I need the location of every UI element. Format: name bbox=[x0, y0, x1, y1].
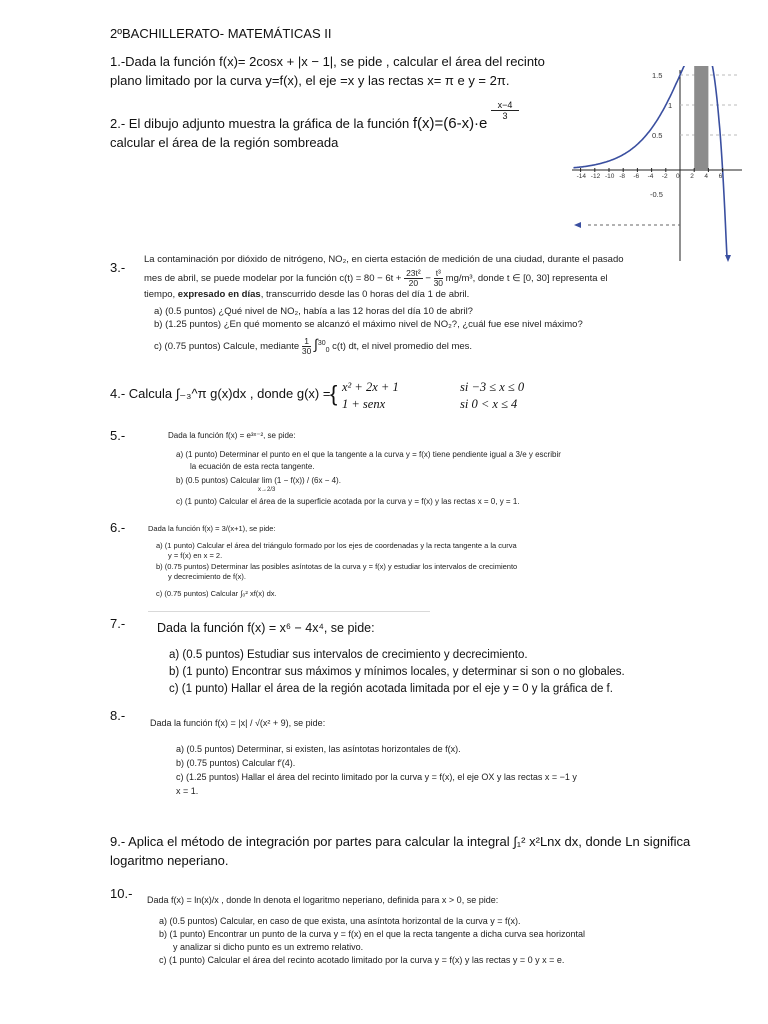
q10-number: 10.- bbox=[110, 886, 133, 901]
q10-b1: b) (1 punto) Encontrar un punto de la curva y = f(x) en el que la recta tangente a dicha curva sea horizontal bbox=[159, 929, 586, 939]
q4-case1: x² + 2x + 1 bbox=[342, 380, 399, 394]
q2-line2: calcular el área de la región sombreada bbox=[110, 135, 339, 150]
q3-c1: c) (0.75 puntos) Calcule, mediante bbox=[154, 341, 300, 353]
q3-number: 3.- bbox=[110, 260, 126, 275]
q6-c: c) (0.75 puntos) Calcular ∫₀² xf(x) dx. bbox=[156, 588, 277, 598]
q10-b2: y analizar si dicho punto es un extremo relativo. bbox=[173, 942, 364, 952]
q5-intro: Dada la función f(x) = e³ˣ⁻², se pide: bbox=[168, 431, 296, 440]
y-tick-label: 0.5 bbox=[652, 131, 663, 140]
q3-intro2a: mes de abril, se puede modelar por la función c(t) = 80 − 6t + bbox=[144, 273, 402, 285]
x-tick-label: -8 bbox=[619, 173, 625, 180]
frac-den: 20 bbox=[408, 278, 419, 288]
q2-exp-num: x−4 bbox=[491, 100, 519, 111]
q4-case2: 1 + senx bbox=[342, 397, 386, 411]
q6-b2: y decrecimiento de f(x). bbox=[168, 572, 246, 581]
q9-line2: logaritmo neperiano. bbox=[110, 853, 229, 868]
q5-b: b) (0.5 puntos) Calcular lim (1 − f(x)) / (6x − 4). bbox=[176, 476, 341, 485]
q9-line1: 9.- Aplica el método de integración por partes para calcular la integral ∫₁² x²Lnx dx, donde Ln significa bbox=[110, 834, 691, 849]
q2-exponent bbox=[491, 100, 519, 121]
q7-b: b) (1 punto) Encontrar sus máximos y mínimos locales, y determinar si son o no globales. bbox=[169, 666, 625, 678]
q10-block bbox=[147, 894, 687, 967]
x-tick-label: 6 bbox=[718, 173, 723, 180]
q3-intro1: La contaminación por dióxido de nitrógeno, NO₂, en cierta estación de medición de una ciudad, durante el pasado bbox=[144, 254, 624, 265]
q7-number: 7.- bbox=[110, 616, 126, 631]
y-tick-label: 1.5 bbox=[652, 71, 663, 80]
q2-function: f(x)=(6-x)·e bbox=[412, 115, 488, 132]
brace-icon: { bbox=[330, 381, 338, 406]
q4-cond1: si −3 ≤ x ≤ 0 bbox=[460, 380, 525, 394]
y-tick-label: 1 bbox=[668, 101, 673, 110]
q8-a: a) (0.5 puntos) Determinar, si existen, las asíntotas horizontales de f(x). bbox=[176, 744, 461, 754]
shaded-region bbox=[694, 66, 708, 170]
q3-intro2: mes de abril, se puede modelar por la función c(t) = 80 − 6t + $\frac{\text{23t²}}{20}$ − $\frac{\text{t³}}{30}$ mg/m³, donde t ∈ [0, 30] representa el bbox=[144, 268, 608, 288]
q7-intro: Dada la función f(x) = x⁶ − 4x⁴, se pide: bbox=[157, 621, 375, 635]
q8-c2: x = 1. bbox=[176, 786, 199, 796]
divider bbox=[148, 611, 430, 612]
q5-number: 5.- bbox=[110, 428, 126, 443]
q6-block bbox=[148, 524, 578, 599]
q1-line2: plano limitado por la curva y=f(x), el eje =x y las rectas x= π e y = 2π. bbox=[110, 73, 510, 88]
x-tick-label: -6 bbox=[633, 173, 640, 180]
frac-num: 23t² bbox=[406, 268, 421, 278]
x-tick-label: 4 bbox=[704, 173, 709, 180]
q8-c1: c) (1.25 puntos) Hallar el área del recinto limitado por la curva y = f(x), el eje OX y las rectas x = −1 y bbox=[176, 772, 577, 782]
q7-block bbox=[157, 620, 717, 698]
q7-c: c) (1 punto) Hallar el área de la región acotada limitada por el eje y = 0 y la gráfica de f. bbox=[169, 683, 613, 695]
frac-den: 30 bbox=[433, 278, 444, 288]
q3-block bbox=[144, 253, 664, 357]
x-tick-label: -4 bbox=[647, 173, 654, 180]
q3-b: b) (1.25 puntos) ¿En qué momento se alcanzó el máximo nivel de NO₂?, ¿cuál fue ese nivel máximo? bbox=[154, 319, 583, 330]
x-tick-label: -2 bbox=[661, 173, 668, 180]
q5-a1: a) (1 punto) Determinar el punto en el que la tangente a la curva y = f(x) tiene pendiente igual a 3/e y escribir bbox=[176, 450, 561, 459]
q3-intro3 bbox=[144, 288, 664, 301]
q2-text: 2.- El dibujo adjunto muestra la gráfica de la función bbox=[110, 116, 410, 131]
q5-block bbox=[168, 430, 608, 508]
q6-b1: b) (0.75 puntos) Determinar las posibles asíntotas de la curva y = f(x) y estudiar los intervalos de crecimiento bbox=[156, 561, 518, 571]
q3-intro3a: tiempo, bbox=[144, 289, 176, 300]
q10-c: c) (1 punto) Calcular el área del recinto acotado limitado por la curva y = f(x) y las rectas y = 0 y x = e. bbox=[159, 955, 565, 965]
q6-a1: a) (1 punto) Calcular el área del triángulo formado por los ejes de coordenadas y la recta tangente a la curva bbox=[156, 540, 517, 550]
q6-a2: y = f(x) en x = 2. bbox=[168, 551, 223, 560]
q3-a: a) (0.5 puntos) ¿Qué nivel de NO₂, había a las 12 horas del día 10 de abril? bbox=[154, 306, 473, 317]
q2-exp-den: 3 bbox=[502, 111, 508, 121]
q5-c: c) (1 punto) Calcular el área de la superficie acotada por la curva y = f(x) y las rectas x = 0, y = 1. bbox=[176, 497, 520, 506]
q4-text: 4.- Calcula ∫₋₃^π g(x)dx , donde g(x) = bbox=[110, 386, 331, 401]
q10-a: a) (0.5 puntos) Calcular, en caso de que exista, una asíntota horizontal de la curva y = f(x). bbox=[159, 916, 521, 926]
q8-b: b) (0.75 puntos) Calcular f′(4). bbox=[176, 758, 296, 768]
arrow-left-icon bbox=[574, 222, 581, 228]
q4-cond2: si 0 < x ≤ 4 bbox=[460, 397, 518, 411]
x-tick-label: 2 bbox=[690, 173, 694, 180]
q2-graph bbox=[568, 66, 746, 266]
q8-block bbox=[150, 716, 690, 798]
y-tick-label: -0.5 bbox=[650, 190, 663, 199]
q3-c: c) (0.75 puntos) Calcule, mediante $\frac{1}{30}$ ∫$^{30}_0$ c(t) dt, el nivel promedio del mes. bbox=[154, 336, 473, 356]
q1-line1: 1.-Dada la función f(x)= 2cosx + |x − 1|, se pide , calcular el área del recinto bbox=[110, 54, 545, 69]
q3-intro3c: , transcurrido desde las 0 horas del día 1 de abril. bbox=[260, 289, 470, 300]
q7-a: a) (0.5 puntos) Estudiar sus intervalos de crecimiento y decrecimiento. bbox=[169, 649, 528, 661]
q6-number: 6.- bbox=[110, 520, 126, 535]
q2-line1 bbox=[110, 114, 487, 133]
q3-c2: c(t) dt, el nivel promedio del mes. bbox=[332, 341, 473, 353]
q5-b-sub: x→2/3 bbox=[258, 487, 276, 493]
x-tick-label: -12 bbox=[590, 173, 601, 180]
x-tick-label: -14 bbox=[576, 173, 587, 180]
q3-intro3b: expresado en días bbox=[177, 289, 261, 300]
q8-number: 8.- bbox=[110, 708, 126, 723]
x-tick-label: -10 bbox=[605, 173, 615, 180]
q8-intro: Dada la función f(x) = |x| / √(x² + 9), se pide: bbox=[150, 718, 326, 728]
arrow-down-icon bbox=[725, 255, 731, 262]
q5-a2: la ecuación de esta recta tangente. bbox=[190, 462, 315, 471]
q3-intro2b: mg/m³, donde t ∈ [0, 30] representa el bbox=[445, 273, 608, 285]
q6-intro: Dada la función f(x) = 3/(x+1), se pide: bbox=[148, 524, 276, 533]
document-header: 2ºBACHILLERATO- MATEMÁTICAS II bbox=[110, 26, 332, 41]
frac-num: t³ bbox=[434, 269, 443, 279]
x-tick-label: 0 bbox=[676, 173, 680, 180]
q10-intro: Dada f(x) = ln(x)/x , donde ln denota el logaritmo neperiano, definida para x > 0, se pide: bbox=[147, 895, 499, 905]
